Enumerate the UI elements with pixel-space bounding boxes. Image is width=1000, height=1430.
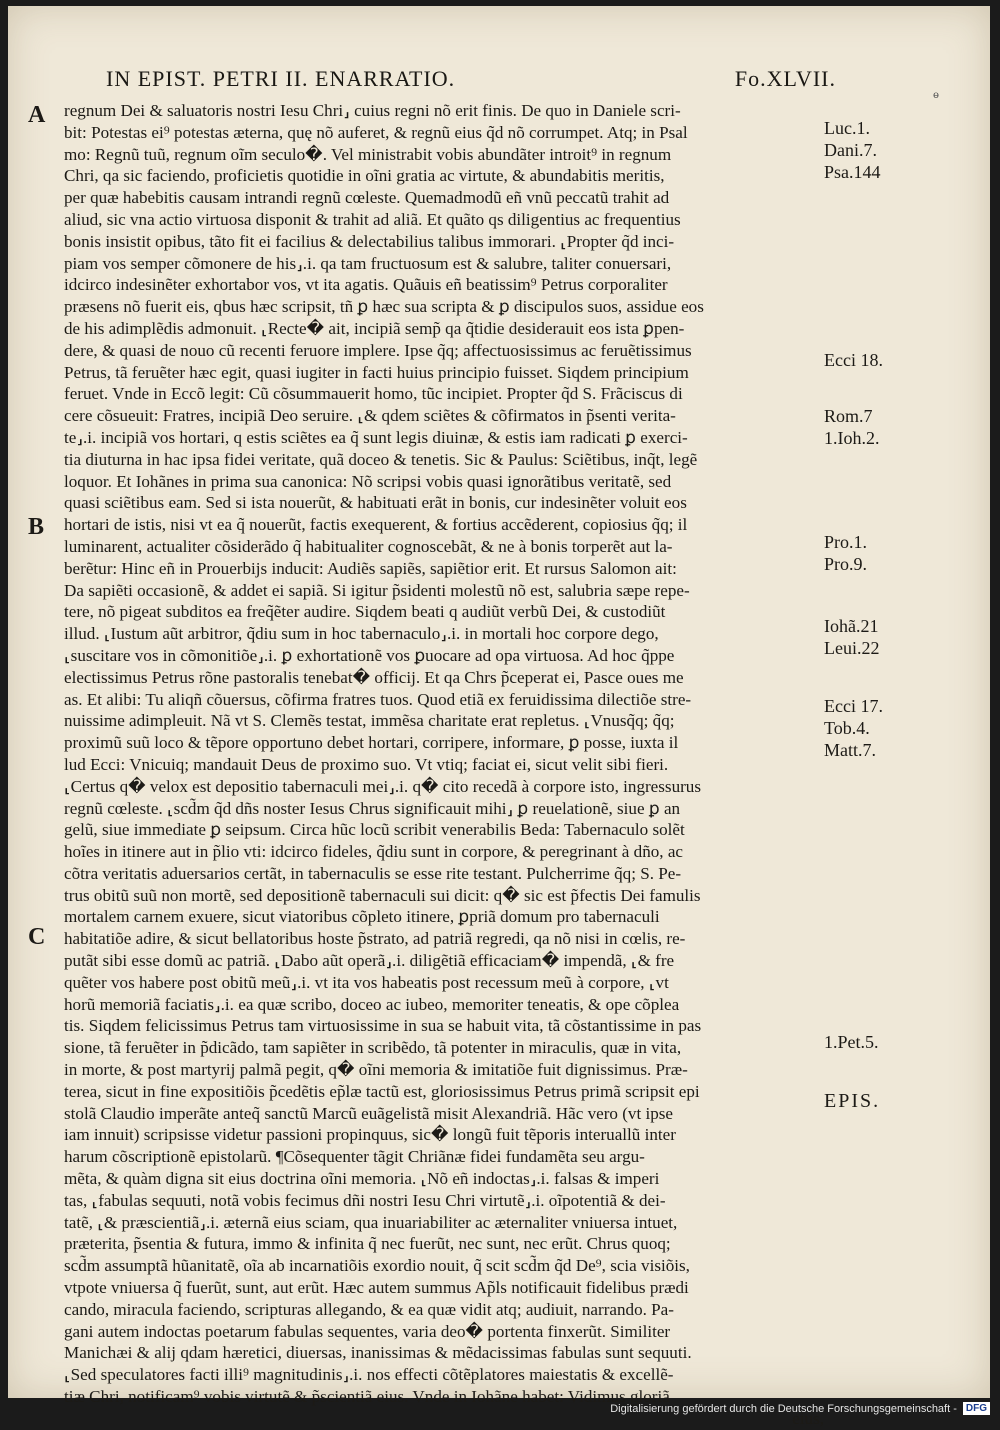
text-line: piam vos semper cõmonere de his⸥.i. qa tam fructuosum est & salubre, taliter conuersari, [64, 253, 672, 273]
text-line: putãt sibi esse domũ ac patriã. ⸤Dabo aũt operã⸥.i. diligẽtiã efficaciam� impendã, ⸤& fre [64, 951, 675, 971]
margin-letter-a: A [28, 102, 46, 128]
running-header [106, 66, 836, 92]
margin-note: 1.Pet.5. [824, 1032, 879, 1052]
text-line: feruet. Vnde in Eccõ legit: Cũ cõsummauerit homo, tũc incipiet. Propter q̃d S. Frãciscus di [64, 384, 683, 404]
folio-number: Fo.XLVII. [734, 66, 836, 91]
text-line: quẽter vos habere post obitũ meũ⸥.i. vt ita vos habeatis post recessum meũ à corpore, ⸤vt [64, 972, 669, 992]
text-line: te⸥.i. incipiã vos hortari, q estis sciẽtes ea q̃ sunt legis diuinæ, & estis iam radicati ꝑ exerci- [64, 427, 688, 447]
text-line: stolã Claudio imperãte anteq̃ sanctũ Marcũ euãgelistã misit Alexandriã. Hãc vero (vt ipse [64, 1103, 674, 1123]
text-line: tis. Siqdem felicissimus Petrus tam virtuosissime in sua se habuit vita, tã cõstantissime in pas [64, 1016, 702, 1036]
text-line: eius, [792, 1408, 824, 1428]
text-line: præsens nõ fuerit eis, qbus hæc scripsit, tñ ꝑ hæc sua scripta & ꝑ discipulos suos, assidue eos [64, 297, 704, 317]
margin-note: Rom.7 [824, 406, 873, 426]
text-line: tas, ⸤fabulas sequuti, notã vobis fecimus dñi nostri Iesu Chri virtutẽ⸥.i. oĩpotentiã & dei- [64, 1190, 666, 1210]
text-line: regnum Dei & saluatoris nostri Iesu Chri⸥ cuius regni nõ erit finis. De quo in Daniele scri- [64, 101, 681, 120]
text-line: trus obitũ suũ non mortẽ, sed depositionẽ tabernaculi sui dicit: q� sic est p̃fectis Dei famulis [64, 885, 701, 905]
dfg-logo: DFG [963, 1402, 990, 1415]
text-line: ⸤suscitare vos in cõmonitiõe⸥.i. ꝑ exhortationẽ vos ꝑuocare ad opa virtuosa. Ad hoc q̃ppe [64, 645, 675, 665]
text-line: ⸤Sed speculatores facti illi⁹ magnitudinis⸥.i. nos effecti cõtẽplatores maiestatis & excellẽ- [64, 1365, 674, 1385]
margin-note: Matt.7. [824, 740, 876, 760]
margin-catchword: EPIS. [824, 1090, 881, 1112]
text-line: proximũ suũ loco & tẽpore opportuno debet hortari, corripere, informare, ꝑ posse, iuxta il [64, 733, 679, 753]
text-line: berẽtur: Hinc eñ in Prouerbijs inducit: Audiẽs sapiẽs, sapiẽtior erit. Et rursus Salomon ait: [64, 558, 677, 578]
text-line: iam innuit) scripsisse videtur passioni propinquus, sic� longũ fuit tẽporis interuallũ inter [64, 1125, 676, 1145]
margin-note: Iohã.21 [824, 616, 879, 636]
text-line: scd̃m assumptã hũanitatẽ, oĩa ab incarnatiõis exordio nouit, q̃ scit scd̃m q̃d De⁹, scia visiõis, [64, 1256, 690, 1276]
text-line: as. Et alibi: Tu aliqñ cõuersus, cõfirma fratres tuos. Quod etiã ex feruidissima dilectiõe stre- [64, 689, 692, 709]
text-line: de his adimplẽdis admonuit. ⸤Recte� ait, incipiã semp̃ qa q̃tidie desiderauit eos ista ꝑpen- [64, 318, 685, 338]
text-line: cõtra veritatis aduersarios certãt, in tabernaculis se esse rite testant. Pulcherrime q̃q; S. Pe- [64, 863, 682, 883]
margin-note: Ecci 17. [824, 696, 883, 716]
text-line: idcirco indesinẽter exhortabor vos, vt ita agatis. Quãuis eñ beatissim⁹ Petrus corporaliter [64, 275, 668, 295]
text-line: hoĩes in itinere aut in p̃lio vti: idcirco fideles, q̃diu sunt in corpore, & peregrinant à dño, ac [64, 842, 684, 862]
text-line: Petrus, tã feruẽter hæc egit, quasi iugiter in facti huius principio fuisset. Siqdem principium [64, 362, 689, 382]
text-line: gani autem indoctas poetarum fabulas sequentes, varia deo� portenta finxerũt. Similiter [64, 1321, 671, 1341]
margin-note: 1.Ioh.2. [824, 428, 880, 448]
text-line: bonis insistit opibus, tãto fit ei facilius & delectabilius talibus immorari. ⸤Propter q̃d inci- [64, 231, 675, 251]
text-line: tatẽ, ⸤& præscientiã⸥.i. æternã eius sciam, qua inuariabiliter ac æternaliter vniuersa intuet, [64, 1212, 678, 1232]
text-line: Chri, qa sic faciendo, proficietis quotidie in oĩni gratia ac virtute, & abundabitis meritis, [64, 166, 665, 186]
text-line: vtpote vniuersa q̃ fuerũt, sunt, aut erũt. Hæc autem summus Ap̃ls notificauit fidelibus prædi [64, 1278, 689, 1298]
text-line: ⸤Certus q� velox est depositio tabernaculi mei⸥.i. q� cito recedã à corpore isto, ingressurus [64, 776, 702, 796]
text-line: bit: Potestas ei⁹ potestas æterna, quę nõ auferet, & regnũ eius q̃d nõ corrumpet. Atq; in Psal [64, 122, 688, 142]
text-line: mortalem carnem exuere, sicut viatoribus cõpleto itinere, ꝑpriã domum pro tabernaculi [64, 907, 660, 927]
corner-mark: ɵ [933, 90, 940, 101]
text-line: horũ memoriã faciatis⸥.i. ea quæ scribo, doceo ac iubeo, memoriter teneatis, & ope cõplea [64, 994, 680, 1014]
margin-letter-c: C [28, 924, 46, 950]
margin-note: Dani.7. [824, 140, 877, 160]
margin-note: Psa.144 [824, 162, 881, 182]
text-line: lud Ecci: Vnicuiq; mandauit Deus de proximo suo. Vt vtiq; faciat ei, sicut velit sibi fieri. [64, 754, 669, 774]
margin-note: Leui.22 [824, 638, 880, 658]
text-line: cando, miracula faciendo, scripturas allegando, & ea quæ vidit atq; audiuit, narrando. Pa- [64, 1299, 674, 1319]
margin-note: Pro.9. [824, 554, 868, 574]
running-title: IN EPIST. PETRI II. ENARRATIO. [106, 66, 456, 91]
text-line: Da sapiẽti occasionẽ, & addet ei sapiã. Si igitur p̃sidenti molestũ nõ est, salubria sæpe repe- [64, 580, 690, 600]
margin-note: Pro.1. [824, 532, 868, 552]
text-line: loquor. Et Iohãnes in prima sua canonica: Nõ scripsi vobis quasi ignorãtibus veritatẽ, sed [64, 471, 672, 491]
margin-note: Ecci 18. [824, 350, 883, 370]
text-line: electissimus Petrus rõne pastoralis tenebat� officij. Et qa Chrs p̃ceperat ei, Pasce oues me [64, 667, 684, 687]
text-line: quasi sciẽtibus eam. Sed si ista nouerũt, & habituati erãt in bonis, cur indesinẽter voluit eos [64, 493, 687, 513]
text-line: mo: Regnũ tuũ, regnum oĩm seculo�. Vel ministrabit vobis abundãter introit⁹ in regnum [64, 144, 672, 164]
footer-text: Digitalisierung gefördert durch die Deutsche Forschungsgemeinschaft - [610, 1402, 957, 1415]
text-line: illud. ⸤Iustum aũt arbitror, q̃diu sum in hoc tabernaculo⸥.i. in mortali hoc corpore dego, [64, 624, 659, 644]
text-line: habitatiõe adire, & sicut bellatoribus hoste p̃strato, ad patriã regredi, qa nõ nisi in cœlis, re- [64, 929, 686, 949]
text-line: hortari de istis, nisi vt ea q̃ nouerũt, factis exequerent, & fortius accẽderent, copiosius q̃q; il [64, 515, 688, 535]
text-line: dere, & quasi de nouo cũ recenti feruore implere. Ipse q̃q; affectuosissimus ac feruẽtissimus [64, 340, 692, 360]
margin-letter-b: B [28, 514, 45, 540]
text-line: regnũ cœleste. ⸤scd̃m q̃d dñs noster Iesus Chrus significauit mihi⸥ ꝑ reuelationẽ, siue ꝑ an [64, 798, 681, 818]
margin-note: Tob.4. [824, 718, 870, 738]
text-line: nuissime adimpleuit. Nã vt S. Clemẽs testat, immẽsa charitate erat repletus. ⸤Vnusq̃q; q̃q; [64, 711, 675, 731]
text-line: in morte, & post martyrij palmã pegit, q� oĩni memoria & imitatiõe fuit dignissimus. Præ- [64, 1060, 688, 1080]
text-line: sione, tã feruẽter in p̃dicãdo, tam sapiẽter in scribẽdo, tã potenter in miraculis, quæ in vita, [64, 1038, 682, 1058]
digitization-footer [610, 1402, 990, 1415]
text-line: harum cõscriptionẽ epistolarũ. ¶Cõsequenter tãgit Chriãnæ fidei fundamẽta seu argu- [64, 1147, 645, 1167]
margin-note: Luc.1. [824, 118, 870, 138]
text-line: terea, sicut in fine expositiõis p̃cedẽtis ep̃læ tactũ est, gloriosissimus Petrus primã scripsit epi [64, 1081, 700, 1101]
text-line: Manichæi & alij qdam hæretici, diuersas, inanissimas & mẽdacissimas fabulas sunt sequuti. [64, 1343, 692, 1363]
text-line: per quæ habebitis causam intrandi regnũ cœleste. Quemadmodũ eñ vnũ peccatũ trahit ad [64, 188, 670, 208]
text-line: tia diuturna in hac ipsa fidei veritate, quã doceo & tenetis. Sic & Paulus: Sciẽtibus, inq̃t, legẽ [64, 449, 698, 469]
text-line: tiæ Chri, notificam⁹ vobis virtutẽ & p̃scientiã eius. Vnde in Iohãne habet: Vidimus gloriã [64, 1387, 670, 1407]
body-text [64, 100, 824, 1430]
text-line: præterita, p̃sentia & futura, immo & infinita q̃ nec fuerũt, nec sunt, nec erũt. Chrus quoq; [64, 1234, 671, 1254]
text-line: mẽta, & quàm digna sit eius doctrina oĩni memoria. ⸤Nõ eñ indoctas⸥.i. falsas & imperi [64, 1169, 660, 1189]
text-line: cere cõsueuit: Fratres, incipiã Deo seruire. ⸤& qdem sciẽtes & cõfirmatos in p̃senti verita- [64, 406, 676, 426]
text-line: luminarent, actualiter cõsiderãdo q̃ habitualiter cognoscebãt, & ne à bonis torperẽt aut la- [64, 536, 673, 556]
text-line: aliud, sic vna actio virtuosa disponit & trahit ad aliã. Et quãto qs diligentius ac frequentius [64, 209, 681, 229]
text-line: gelũ, siue immediate ꝑ seipsum. Circa hũc locũ scribit venerabilis Beda: Tabernaculo solẽt [64, 820, 685, 840]
text-line: tere, nõ pigeat subditos ea freq̃ẽter audire. Siqdem beati q audiũt verbũ Dei, & custodiũt [64, 602, 666, 622]
